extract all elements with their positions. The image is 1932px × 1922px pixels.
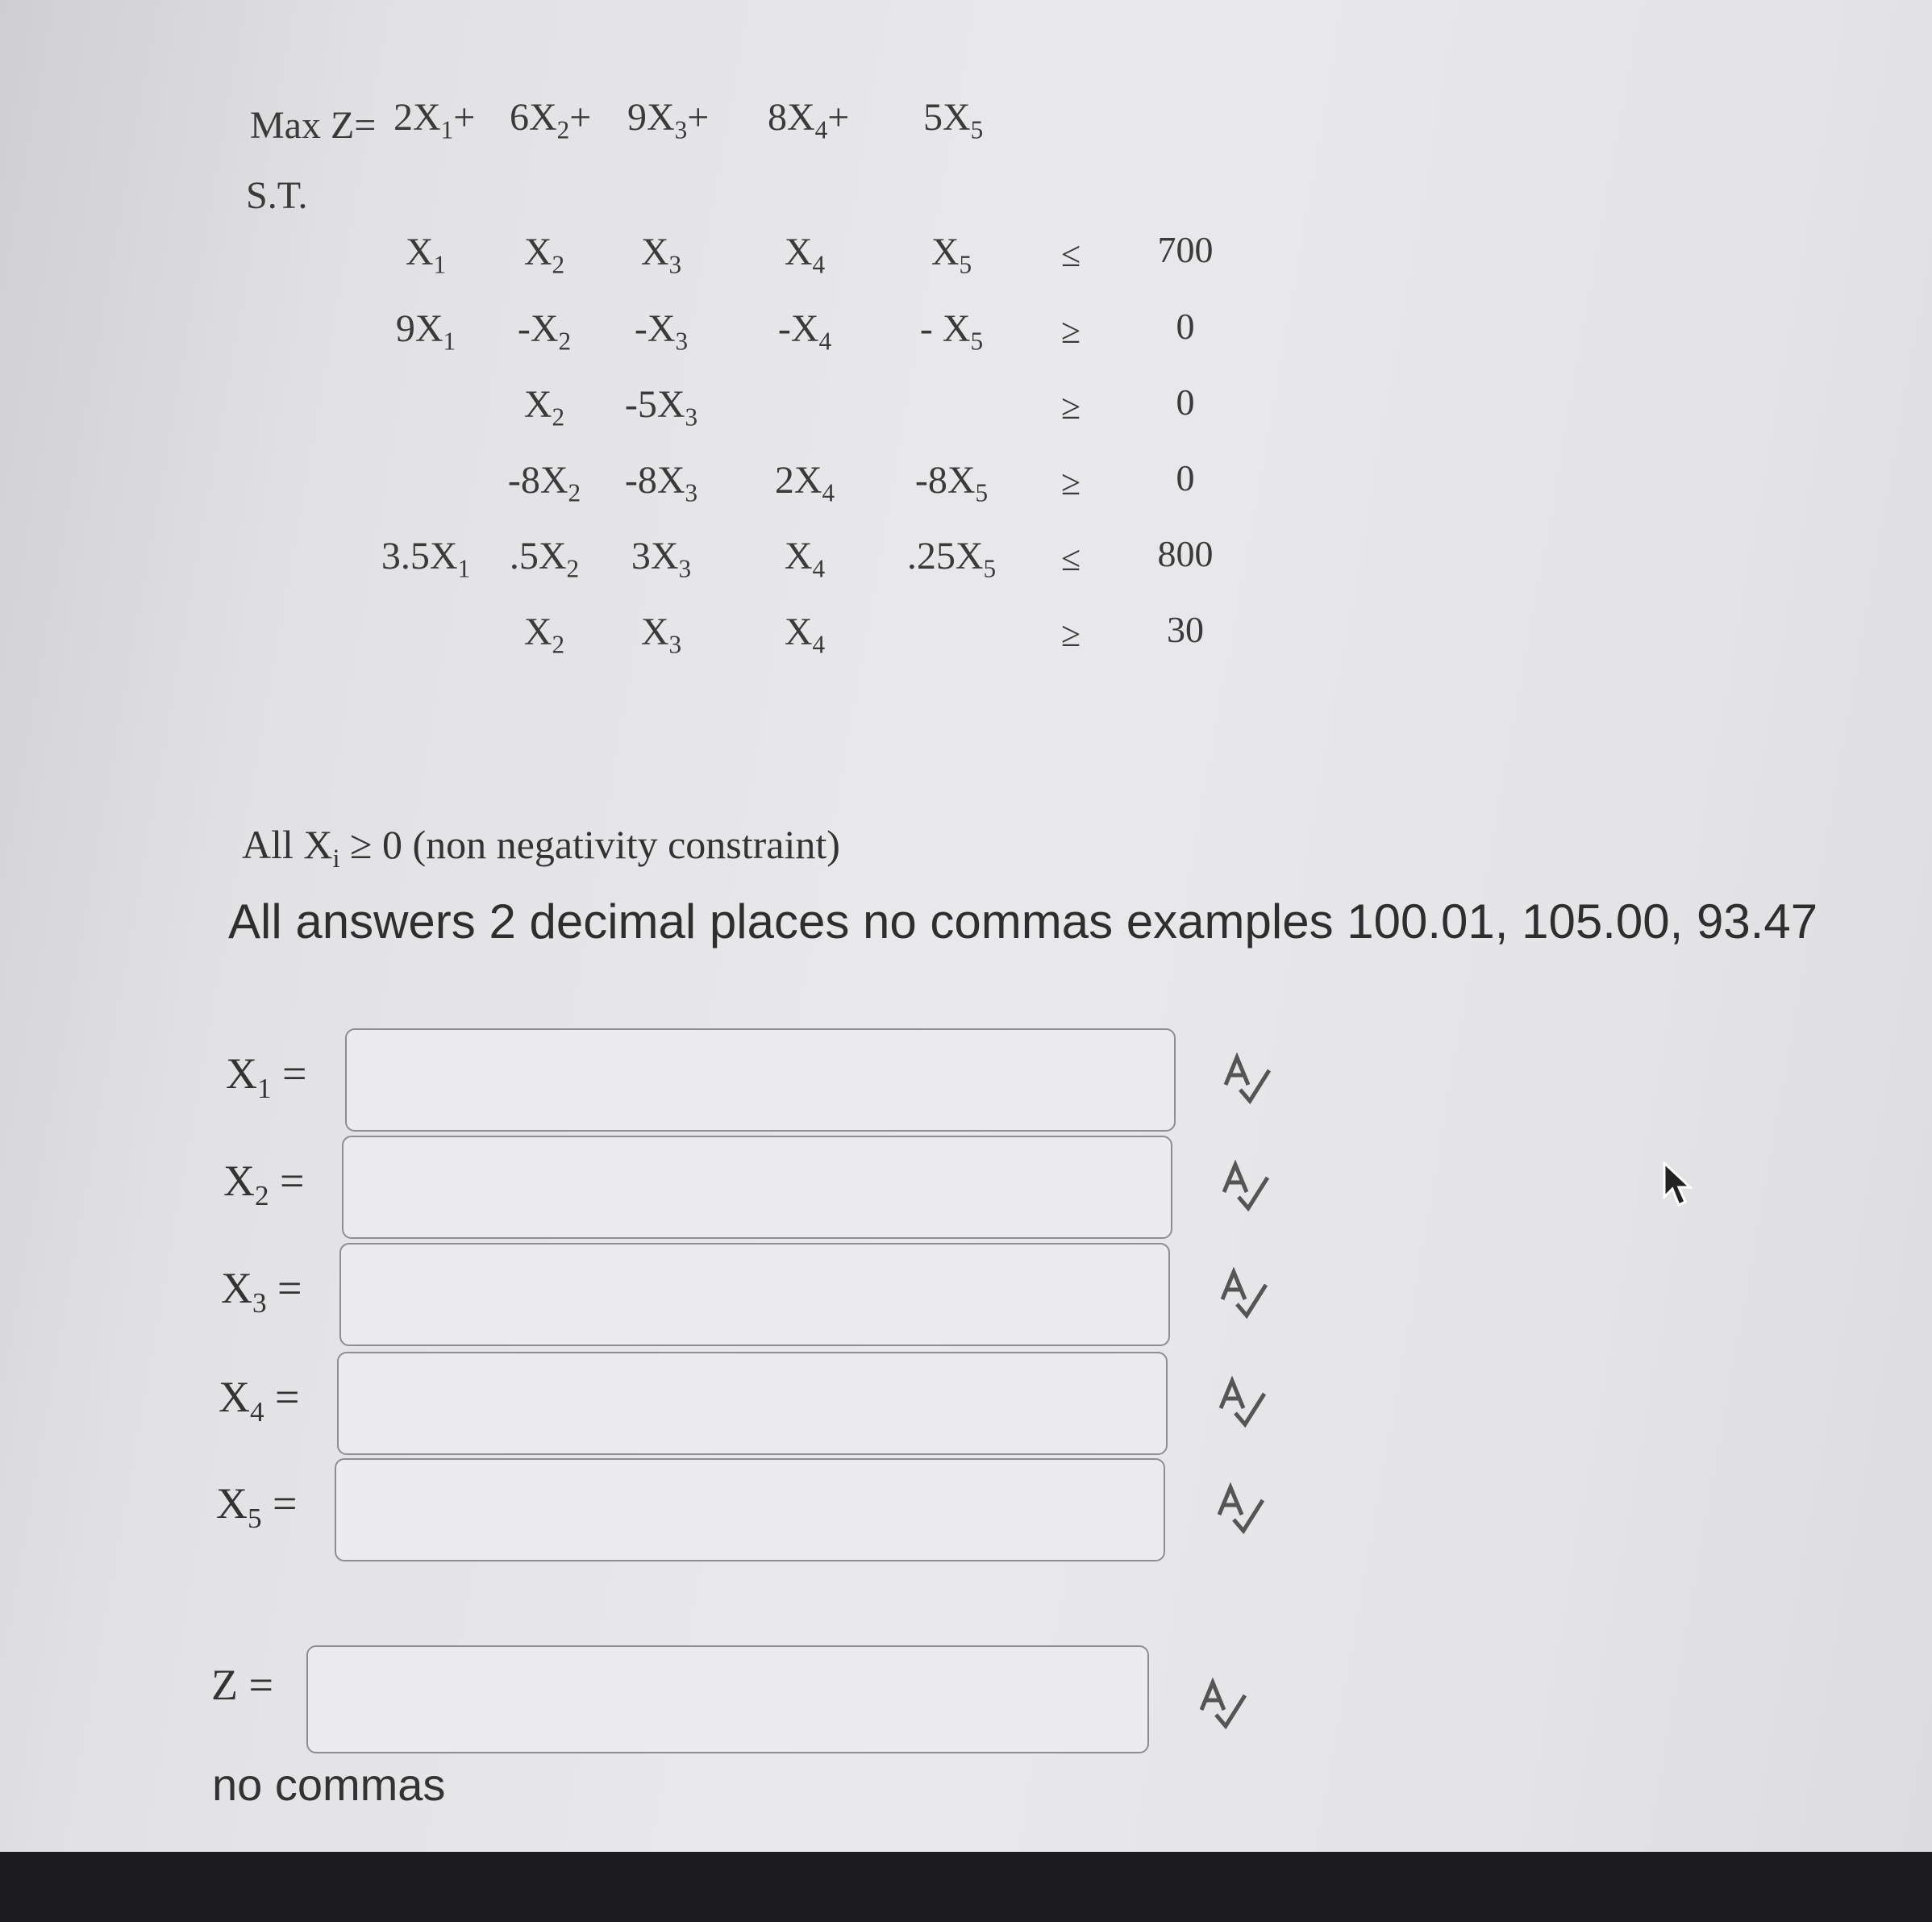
constraint-coefficient: $X_1$ [405,231,447,279]
answer-label: $X_4$ = [219,1373,300,1428]
z-label: Z = [211,1661,273,1709]
constraint-coefficient: $-8X_2$ [507,459,581,507]
nonnegativity-note: All $X_i \ge 0$ (non negativity constraint) [242,822,840,873]
constraint-rhs: 0 [1176,457,1195,498]
constraint-coefficient: $3X_3$ [631,535,692,583]
spellcheck-icon[interactable] [1213,1482,1269,1539]
constraint-coefficient: $X_5$ [931,231,972,279]
constraint-coefficient: $X_3$ [640,231,682,279]
constraint-relation: ≤ [1060,539,1081,578]
constraint-coefficient: $.25X_5$ [906,535,997,583]
constraint-relation: ≥ [1060,463,1081,502]
constraint-coefficient: $3.5X_1$ [381,535,471,583]
answer-input-x3[interactable] [339,1243,1170,1346]
subject-to-label: S.T. [246,174,308,217]
mouse-pointer-icon [1661,1161,1693,1210]
objective-term: $6X_2+$ [510,96,592,144]
answer-input-x4[interactable] [337,1352,1168,1455]
spellcheck-icon[interactable] [1218,1160,1274,1216]
constraint-relation: ≥ [1060,311,1081,351]
constraint-relation: ≥ [1060,387,1081,427]
answer-label: $X_3$ = [221,1264,302,1319]
z-input[interactable] [306,1645,1149,1753]
constraint-coefficient: $X_2$ [523,383,565,432]
footer-note: no commas [212,1759,446,1810]
spellcheck-icon[interactable] [1216,1267,1272,1324]
constraint-rhs: 0 [1176,306,1195,347]
spellcheck-icon[interactable] [1214,1376,1271,1432]
constraint-coefficient: $X_4$ [784,611,826,659]
instructions-text: All answers 2 decimal places no commas examples 100.01, 105.00, 93.47 [228,894,1818,948]
objective-term: $8X_4+$ [768,96,850,144]
answer-label: $X_2$ = [223,1157,305,1211]
spellcheck-icon[interactable] [1195,1678,1251,1734]
answer-label: $X_5$ = [216,1479,298,1534]
constraint-coefficient: $-8X_5$ [914,459,989,507]
answer-input-x5[interactable] [335,1458,1165,1561]
answer-label: $X_1$ = [226,1049,307,1104]
constraint-rhs: 0 [1176,381,1195,423]
constraint-relation: ≤ [1060,235,1081,274]
constraint-coefficient: $-8X_3$ [624,459,698,507]
constraint-coefficient: $-X_3$ [634,307,689,356]
constraint-coefficient: $-5X_3$ [624,383,698,432]
constraint-coefficient: $X_2$ [523,611,565,659]
constraint-rhs: 700 [1157,229,1214,270]
constraint-coefficient: $2X_4$ [774,459,835,507]
constraint-rhs: 800 [1157,533,1214,574]
constraint-coefficient: $X_2$ [523,231,565,279]
answer-input-x2[interactable] [342,1136,1172,1239]
constraint-coefficient: $X_4$ [784,535,826,583]
constraint-coefficient: $.5X_2$ [509,535,580,583]
objective-prefix: Max Z= [250,104,377,147]
objective-term: $5X_5$ [923,96,984,144]
screen-bezel [0,1852,1932,1922]
constraint-coefficient: $-X_4$ [777,307,832,356]
constraint-relation: ≥ [1060,615,1081,654]
objective-term: $9X_3+$ [627,96,710,144]
constraint-coefficient: - $X_5$ [919,307,984,356]
constraint-coefficient: $X_4$ [784,231,826,279]
constraint-coefficient: $9X_1$ [395,307,456,356]
answer-input-x1[interactable] [345,1028,1176,1132]
constraint-rhs: 30 [1167,609,1204,650]
constraint-coefficient: $-X_2$ [517,307,572,356]
constraint-coefficient: $X_3$ [640,611,682,659]
spellcheck-icon[interactable] [1219,1053,1276,1109]
objective-term: $2X_1+$ [393,96,476,144]
